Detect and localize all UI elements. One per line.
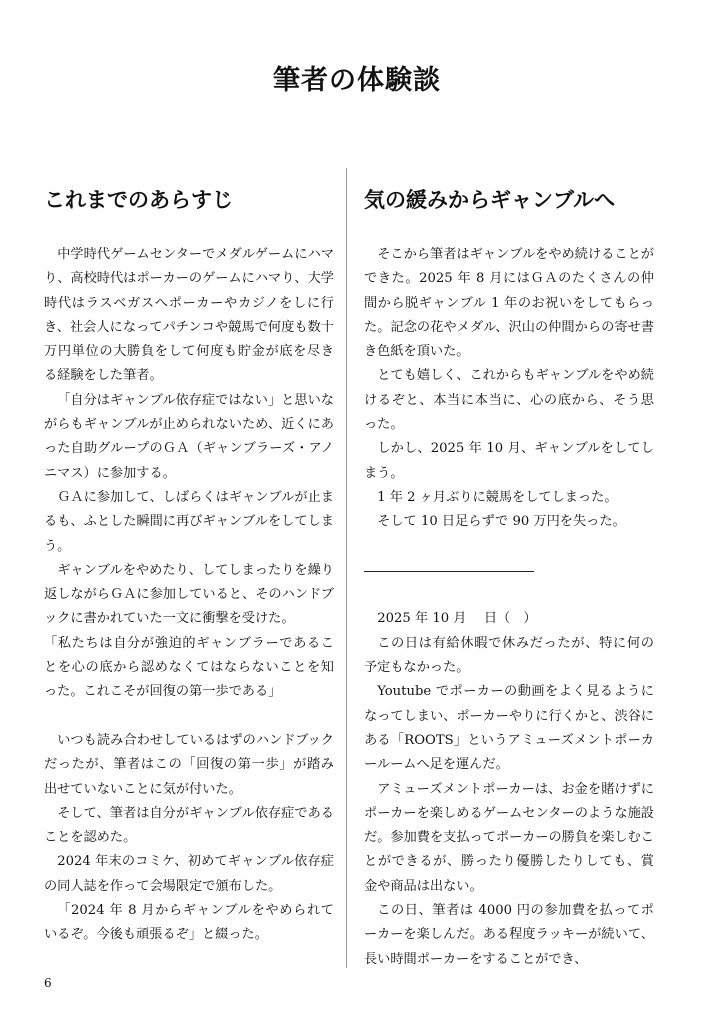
paragraph: ＧＡに参加して、しばらくはギャンブルが止まるも、ふとした瞬間に再びギャンブルをしてしまう。 — [44, 489, 334, 554]
paragraph: しかし、2025 年 10 月、ギャンブルをしてしまう。 — [364, 441, 654, 481]
paragraph: この日は有給休暇で休みだったが、特に何の予定もなかった。 — [364, 635, 654, 676]
right-heading: 気の緩みからギャンブルへ — [364, 188, 616, 212]
paragraph: そして、筆者は自分がギャンブル依存症であることを認めた。 — [44, 805, 334, 846]
right-column — [364, 180, 654, 972]
spacer — [364, 583, 654, 607]
paragraph: Youtube でポーカーの動画をよく見るようになってしまい、ポーカーやりに行くかと、渋谷にある「ROOTS」というアミューズメントポーカールームへ足を運んだ。 — [364, 684, 654, 773]
right-body — [364, 243, 654, 972]
paragraph: アミューズメントポーカーは、お金を賭けずにポーカーを楽しめるゲームセンターのような施設だ。参加費を支払ってポーカーの勝負を楽しむことができるが、勝ったり優勝したりしても、賞金や商品は出ない。 — [364, 781, 654, 894]
paragraph: 「2024 年 8 月からギャンブルをやめられているぞ。今後も頑張るぞ」と綴った。 — [44, 903, 334, 943]
paragraph: 「自分はギャンブル依存症ではない」と思いながらもギャンブルが止められないため、近くにあった自助グループのＧＡ（ギャンブラーズ・アノニマス）に参加する。 — [44, 392, 334, 481]
paragraph: 2024 年末のコミケ、初めてギャンブル依存症の同人誌を作って会場限定で頒布した。 — [44, 854, 334, 894]
paragraph: この日、筆者は 4000 円の参加費を払ってポーカーを楽しんだ。ある程度ラッキーが続いて、長い時間ポーカーをすることができ、 — [364, 903, 654, 967]
quote-paragraph: 「私たちは自分が強迫的ギャンブラーであることを心の底から認めなくてはならないことを知った。これこそが回復の第一歩である」 — [44, 635, 334, 700]
paragraph: そこから筆者はギャンブルをやめ続けることができた。2025 年 8 月にはＧＡのたくさんの仲間から脱ギャンブル 1 年のお祝いをしてもらった。記念の花やメダル、沢山の仲間からの寄せ書き色紙を頂いた。 — [364, 247, 654, 360]
paragraph: 中学時代ゲームセンターでメダルゲームにハマり、高校時代はポーカーのゲームにハマり、大学時代はラスベガスへポーカーやカジノをしに行き、社会人になってパチンコや競馬で何度も数十万円単位の大勝負をして何度も貯金が底を尽きる経験をした筆者。 — [44, 247, 334, 384]
paragraph: ギャンブルをやめたり、してしまったりを繰り返しながらＧＡに参加していると、そのハンドブックに書かれていた一文に衝撃を受けた。 — [44, 562, 334, 627]
spacer — [364, 535, 654, 559]
date-line: 2025 年 10 月 日（ ） — [377, 611, 537, 627]
left-body — [44, 243, 334, 948]
page-title: 筆者の体験談 — [273, 65, 441, 96]
paragraph: いつも読み合わせしているはずのハンドブックだったが、筆者はこの「回復の第一歩」が踏み出せていないことに気が付いた。 — [44, 732, 334, 797]
paragraph: とても嬉しく、これからもギャンブルをやめ続けるぞと、本当に本当に、心の底から、そう思った。 — [364, 368, 654, 433]
left-column — [44, 180, 334, 948]
column-divider — [346, 168, 347, 968]
spacer — [44, 705, 334, 729]
left-heading: これまでのあらすじ — [44, 188, 233, 212]
paragraph: そして 10 日足らずで 90 万円を失った。 — [377, 514, 626, 530]
section-rule — [364, 559, 654, 583]
page-number: 6 — [44, 976, 52, 990]
paragraph: 1 年 2 ヶ月ぶりに競馬をしてしまった。 — [377, 489, 618, 505]
